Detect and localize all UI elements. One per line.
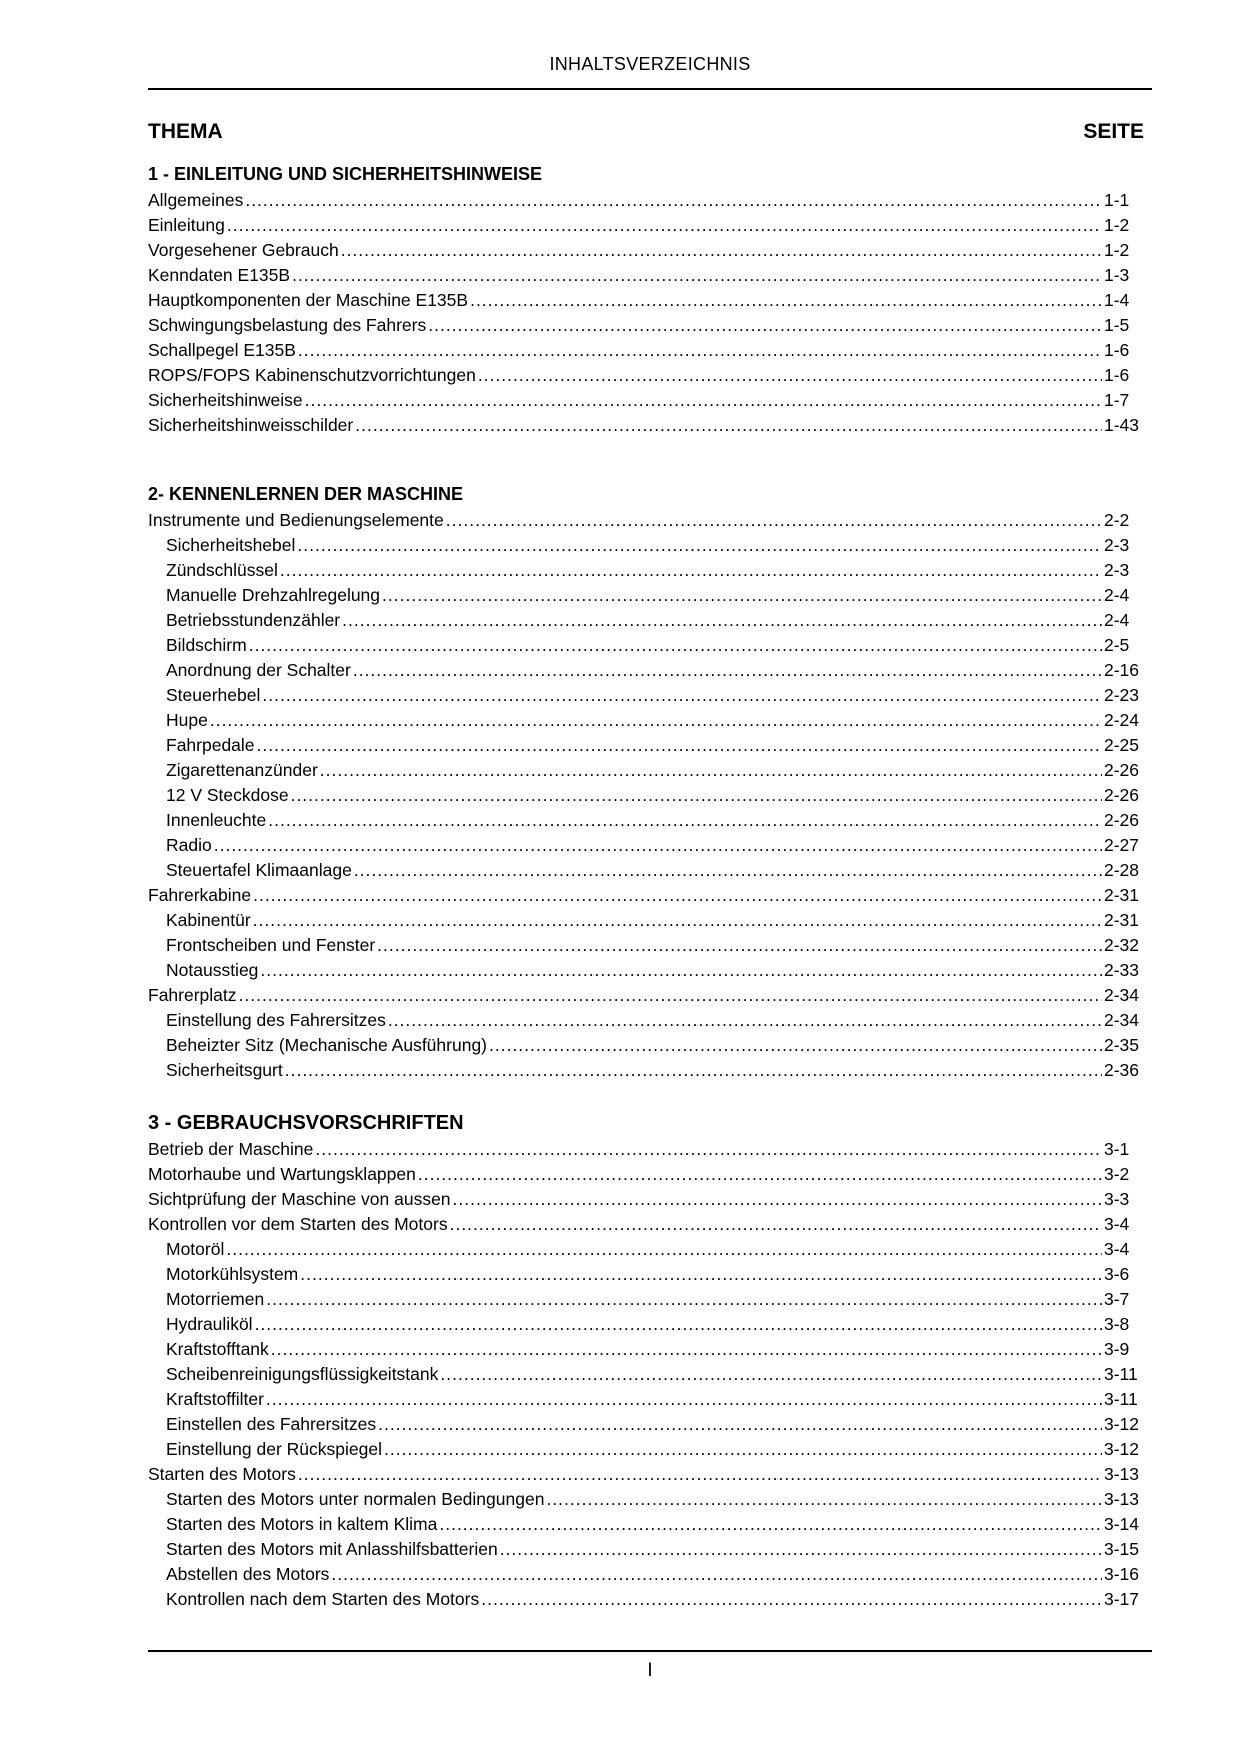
- section-title: 2- KENNENLERNEN DER MASCHINE: [148, 484, 464, 504]
- toc-entry-page: 3-8: [1104, 1314, 1130, 1334]
- toc-entry-page: 2-25: [1104, 735, 1140, 755]
- toc-entry-page: 1-6: [1104, 340, 1130, 360]
- toc-entry-label: Fahrpedale: [166, 735, 255, 755]
- dot-leader: [214, 833, 1102, 858]
- toc-entry-label: Innenleuchte: [166, 810, 267, 830]
- toc-entry-page: 1-7: [1104, 390, 1130, 410]
- dot-leader: [320, 758, 1102, 783]
- dot-leader: [245, 188, 1102, 213]
- toc-entry-label: Motorhaube und Wartungsklappen: [148, 1164, 416, 1184]
- dot-leader: [500, 1537, 1102, 1562]
- dot-leader: [298, 1462, 1102, 1487]
- dot-leader: [253, 908, 1102, 933]
- dot-leader: [249, 633, 1102, 658]
- toc-entry[interactable]: [148, 1008, 1144, 1033]
- toc-entry-page: 2-36: [1104, 1060, 1140, 1080]
- dot-leader: [428, 313, 1102, 338]
- toc-entry-page: 3-14: [1104, 1514, 1140, 1534]
- dot-leader: [355, 413, 1102, 438]
- toc-section: [148, 161, 1144, 438]
- toc-entry-page: 2-24: [1104, 710, 1140, 730]
- dot-leader: [315, 1137, 1102, 1162]
- toc-entry[interactable]: [148, 1162, 1144, 1187]
- header-rule: [148, 88, 1152, 90]
- toc-entry-page: 2-28: [1104, 860, 1140, 880]
- toc-entry-page: 3-4: [1104, 1214, 1130, 1234]
- toc-entry-label: Hydrauliköl: [166, 1314, 253, 1334]
- toc-entry[interactable]: [148, 1212, 1144, 1237]
- toc-entry[interactable]: [148, 708, 1144, 733]
- toc-entry-label: Zündschlüssel: [166, 560, 278, 580]
- toc-entry-page: 3-9: [1104, 1339, 1130, 1359]
- page-column-heading: SEITE: [1083, 120, 1144, 143]
- dot-leader: [292, 263, 1102, 288]
- dot-leader: [440, 1362, 1102, 1387]
- dot-leader: [280, 558, 1102, 583]
- toc-entry-label: 12 V Steckdose: [166, 785, 289, 805]
- toc-entry-label: Sicherheitshebel: [166, 535, 296, 555]
- toc-entry-label: Instrumente und Bedienungselemente: [148, 510, 444, 530]
- toc-entry-label: Starten des Motors unter normalen Bedingungen: [166, 1489, 545, 1509]
- toc-entry-page: 3-2: [1104, 1164, 1130, 1184]
- toc-section: [148, 481, 1144, 1083]
- toc-entry-page: 2-27: [1104, 835, 1140, 855]
- toc-entry-page: 3-15: [1104, 1539, 1140, 1559]
- toc-entry-page: 1-1: [1104, 190, 1130, 210]
- toc-entry-page: 2-34: [1104, 1010, 1140, 1030]
- dot-leader: [291, 783, 1102, 808]
- toc-entry[interactable]: [148, 363, 1144, 388]
- toc-entry[interactable]: [148, 808, 1144, 833]
- toc-entry-page: 1-2: [1104, 215, 1130, 235]
- toc-entry[interactable]: [148, 213, 1144, 238]
- toc-section: [148, 1109, 1144, 1612]
- toc-entry-label: ROPS/FOPS Kabinenschutzvorrichtungen: [148, 365, 476, 385]
- toc-entry[interactable]: [148, 1487, 1144, 1512]
- toc-entry-label: Sichtprüfung der Maschine von aussen: [148, 1189, 451, 1209]
- toc-entry[interactable]: [148, 388, 1144, 413]
- toc-entry-page: 2-35: [1104, 1035, 1140, 1055]
- dot-leader: [353, 658, 1102, 683]
- dot-leader: [297, 533, 1102, 558]
- toc-entry-page: 3-11: [1104, 1364, 1138, 1384]
- toc-entry-label: Motorriemen: [166, 1289, 265, 1309]
- dot-leader: [298, 338, 1102, 363]
- dot-leader: [255, 1312, 1102, 1337]
- toc-entry[interactable]: [148, 1537, 1144, 1562]
- toc-entry-label: Fahrerplatz: [148, 985, 237, 1005]
- dot-leader: [239, 983, 1102, 1008]
- topic-column-heading: THEMA: [148, 120, 223, 143]
- toc-entry[interactable]: [148, 1187, 1144, 1212]
- toc-entry[interactable]: [148, 783, 1144, 808]
- toc-entry-page: 3-4: [1104, 1239, 1130, 1259]
- toc-entry-page: 2-33: [1104, 960, 1140, 980]
- column-headings: [148, 120, 1144, 144]
- toc-entry-label: Anordnung der Schalter: [166, 660, 351, 680]
- dot-leader: [453, 1187, 1102, 1212]
- dot-leader: [388, 1008, 1102, 1033]
- toc-entry-label: Kontrollen vor dem Starten des Motors: [148, 1214, 448, 1234]
- dot-leader: [470, 288, 1102, 313]
- toc-entry-label: Einstellung des Fahrersitzes: [166, 1010, 386, 1030]
- toc-entry-label: Vorgesehener Gebrauch: [148, 240, 339, 260]
- toc-entry-label: Kabinentür: [166, 910, 251, 930]
- toc-entry-label: Hauptkomponenten der Maschine E135B: [148, 290, 469, 310]
- toc-entry-label: Sicherheitsgurt: [166, 1060, 283, 1080]
- toc-entry-page: 3-12: [1104, 1414, 1140, 1434]
- toc-entry[interactable]: [148, 683, 1144, 708]
- toc-entry-label: Frontscheiben und Fenster: [166, 935, 376, 955]
- footer-rule: [148, 1650, 1152, 1652]
- dot-leader: [481, 1587, 1102, 1612]
- toc-entry[interactable]: [148, 583, 1144, 608]
- toc-entry-label: Betrieb der Maschine: [148, 1139, 314, 1159]
- toc-entry[interactable]: [148, 1362, 1144, 1387]
- dot-leader: [257, 733, 1102, 758]
- toc-entry[interactable]: [148, 1387, 1144, 1412]
- toc-entry-label: Hupe: [166, 710, 208, 730]
- dot-leader: [377, 933, 1102, 958]
- dot-leader: [384, 1437, 1102, 1462]
- toc-entry-page: 2-3: [1104, 560, 1130, 580]
- toc-entry[interactable]: [148, 758, 1144, 783]
- toc-entry[interactable]: [148, 288, 1144, 313]
- toc-entry[interactable]: [148, 1312, 1144, 1337]
- toc-entry-label: Starten des Motors mit Anlasshilfsbatterien: [166, 1539, 498, 1559]
- dot-leader: [266, 1287, 1102, 1312]
- dot-leader: [546, 1487, 1102, 1512]
- dot-leader: [226, 1237, 1102, 1262]
- dot-leader: [285, 1058, 1102, 1083]
- toc-entry[interactable]: [148, 1462, 1144, 1487]
- toc-entry[interactable]: [148, 733, 1144, 758]
- dot-leader: [439, 1512, 1102, 1537]
- toc-entry-page: 1-43: [1104, 415, 1140, 435]
- toc-entry-page: 2-26: [1104, 810, 1140, 830]
- toc-entry-page: 3-11: [1104, 1389, 1138, 1409]
- toc-entry-label: Zigarettenanzünder: [166, 760, 318, 780]
- toc-entry-label: Bildschirm: [166, 635, 247, 655]
- toc-entry-label: Beheizter Sitz (Mechanische Ausführung): [166, 1035, 487, 1055]
- toc-entry-page: 2-31: [1104, 910, 1140, 930]
- toc-entry-label: Notausstieg: [166, 960, 259, 980]
- toc-entry[interactable]: [148, 658, 1144, 683]
- dot-leader: [378, 1412, 1102, 1437]
- toc-entry[interactable]: [148, 1562, 1144, 1587]
- toc-entry-page: 3-3: [1104, 1189, 1130, 1209]
- toc-entry-label: Radio: [166, 835, 212, 855]
- toc-entry[interactable]: [148, 608, 1144, 633]
- toc-entry-label: Schallpegel E135B: [148, 340, 296, 360]
- toc-entry[interactable]: [148, 1237, 1144, 1262]
- toc-entry[interactable]: [148, 188, 1144, 213]
- dot-leader: [341, 238, 1102, 263]
- toc-entry[interactable]: [148, 533, 1144, 558]
- dot-leader: [331, 1562, 1102, 1587]
- toc-entry-label: Betriebsstundenzähler: [166, 610, 341, 630]
- toc-entry[interactable]: [148, 933, 1144, 958]
- toc-entry-page: 1-4: [1104, 290, 1130, 310]
- dot-leader: [450, 1212, 1102, 1237]
- toc-entry-page: 1-3: [1104, 265, 1130, 285]
- toc-entry-page: 2-2: [1104, 510, 1130, 530]
- toc-entry-label: Sicherheitshinweisschilder: [148, 415, 354, 435]
- dot-leader: [305, 388, 1102, 413]
- dot-leader: [271, 1337, 1102, 1362]
- toc-entry-label: Einleitung: [148, 215, 225, 235]
- toc-entry-label: Motorkühlsystem: [166, 1264, 299, 1284]
- toc-entry[interactable]: [148, 1587, 1144, 1612]
- toc-entry-page: 3-13: [1104, 1489, 1140, 1509]
- toc-entry[interactable]: [148, 1287, 1144, 1312]
- toc-entry[interactable]: [148, 1437, 1144, 1462]
- dot-leader: [227, 213, 1102, 238]
- dot-leader: [478, 363, 1102, 388]
- toc-entry-page: 2-5: [1104, 635, 1130, 655]
- section-title: 1 - EINLEITUNG UND SICHERHEITSHINWEISE: [148, 164, 543, 184]
- dot-leader: [300, 1262, 1102, 1287]
- toc-entry-page: 3-7: [1104, 1289, 1130, 1309]
- toc-entry[interactable]: [148, 1512, 1144, 1537]
- toc-entry-label: Kraftstoffilter: [166, 1389, 264, 1409]
- toc-entry-page: 1-6: [1104, 365, 1130, 385]
- toc-entry-page: 1-2: [1104, 240, 1130, 260]
- toc-entry-label: Abstellen des Motors: [166, 1564, 330, 1584]
- toc-entry-label: Kontrollen nach dem Starten des Motors: [166, 1589, 480, 1609]
- toc-entry-page: 3-6: [1104, 1264, 1130, 1284]
- toc-entry[interactable]: [148, 413, 1144, 438]
- toc-entry-label: Manuelle Drehzahlregelung: [166, 585, 381, 605]
- dot-leader: [489, 1033, 1102, 1058]
- toc-entry[interactable]: [148, 558, 1144, 583]
- dot-leader: [253, 883, 1102, 908]
- toc-entry-label: Einstellen des Fahrersitzes: [166, 1414, 377, 1434]
- dot-leader: [418, 1162, 1102, 1187]
- toc-entry[interactable]: [148, 238, 1144, 263]
- dot-leader: [268, 808, 1102, 833]
- toc-entry-page: 2-31: [1104, 885, 1140, 905]
- toc-entry[interactable]: [148, 263, 1144, 288]
- toc-entry-page: 1-5: [1104, 315, 1130, 335]
- toc-entry[interactable]: [148, 983, 1144, 1008]
- toc-entry[interactable]: [148, 1412, 1144, 1437]
- toc-entry-page: 2-4: [1104, 585, 1130, 605]
- toc-entry[interactable]: [148, 908, 1144, 933]
- page-header-title: INHALTSVERZEICHNIS: [549, 54, 751, 74]
- toc-entry-page: 2-4: [1104, 610, 1130, 630]
- toc-entry-page: 3-13: [1104, 1464, 1140, 1484]
- toc-entry-label: Motoröl: [166, 1239, 225, 1259]
- toc-entry-page: 2-26: [1104, 760, 1140, 780]
- dot-leader: [382, 583, 1102, 608]
- toc-entry-page: 2-3: [1104, 535, 1130, 555]
- toc-entry[interactable]: [148, 1137, 1144, 1162]
- toc-entry-label: Starten des Motors in kaltem Klima: [166, 1514, 438, 1534]
- toc-entry-page: 2-16: [1104, 660, 1140, 680]
- toc-entry-label: Fahrerkabine: [148, 885, 252, 905]
- toc-entry[interactable]: [148, 1058, 1144, 1083]
- toc-entry[interactable]: [148, 313, 1144, 338]
- toc-entry-label: Allgemeines: [148, 190, 244, 210]
- toc-entry[interactable]: [148, 338, 1144, 363]
- dot-leader: [260, 958, 1102, 983]
- toc-entry[interactable]: [148, 1337, 1144, 1362]
- section-title: 3 - GEBRAUCHSVORSCHRIFTEN: [148, 1112, 464, 1134]
- dot-leader: [446, 508, 1102, 533]
- toc-entry-page: 2-32: [1104, 935, 1140, 955]
- toc-entry[interactable]: [148, 958, 1144, 983]
- toc-entry-label: Steuerhebel: [166, 685, 261, 705]
- toc-entry-label: Kraftstofftank: [166, 1339, 269, 1359]
- toc-entry-page: 3-1: [1104, 1139, 1130, 1159]
- dot-leader: [354, 858, 1102, 883]
- page-number: I: [647, 1660, 653, 1681]
- toc-entry-page: 2-34: [1104, 985, 1140, 1005]
- toc-entry-label: Kenndaten E135B: [148, 265, 291, 285]
- toc-entry-label: Sicherheitshinweise: [148, 390, 303, 410]
- toc-entry[interactable]: [148, 1033, 1144, 1058]
- toc-entry[interactable]: [148, 633, 1144, 658]
- toc-entry[interactable]: [148, 1262, 1144, 1287]
- dot-leader: [210, 708, 1102, 733]
- toc-entry-page: 3-17: [1104, 1589, 1140, 1609]
- dot-leader: [262, 683, 1102, 708]
- toc-entry[interactable]: [148, 858, 1144, 883]
- dot-leader: [266, 1387, 1102, 1412]
- toc-entry-label: Schwingungsbelastung des Fahrers: [148, 315, 427, 335]
- toc-entry-label: Einstellung der Rückspiegel: [166, 1439, 382, 1459]
- toc-entry-page: 2-23: [1104, 685, 1140, 705]
- dot-leader: [342, 608, 1102, 633]
- toc-entry-page: 3-12: [1104, 1439, 1140, 1459]
- toc-entry-label: Scheibenreinigungsflüssigkeitstank: [166, 1364, 439, 1384]
- toc-entry-page: 2-26: [1104, 785, 1140, 805]
- toc-entry[interactable]: [148, 883, 1144, 908]
- toc-entry-page: 3-16: [1104, 1564, 1140, 1584]
- toc-entry[interactable]: [148, 508, 1144, 533]
- toc-entry[interactable]: [148, 833, 1144, 858]
- toc-entry-label: Steuertafel Klimaanlage: [166, 860, 352, 880]
- toc-entry-label: Starten des Motors: [148, 1464, 296, 1484]
